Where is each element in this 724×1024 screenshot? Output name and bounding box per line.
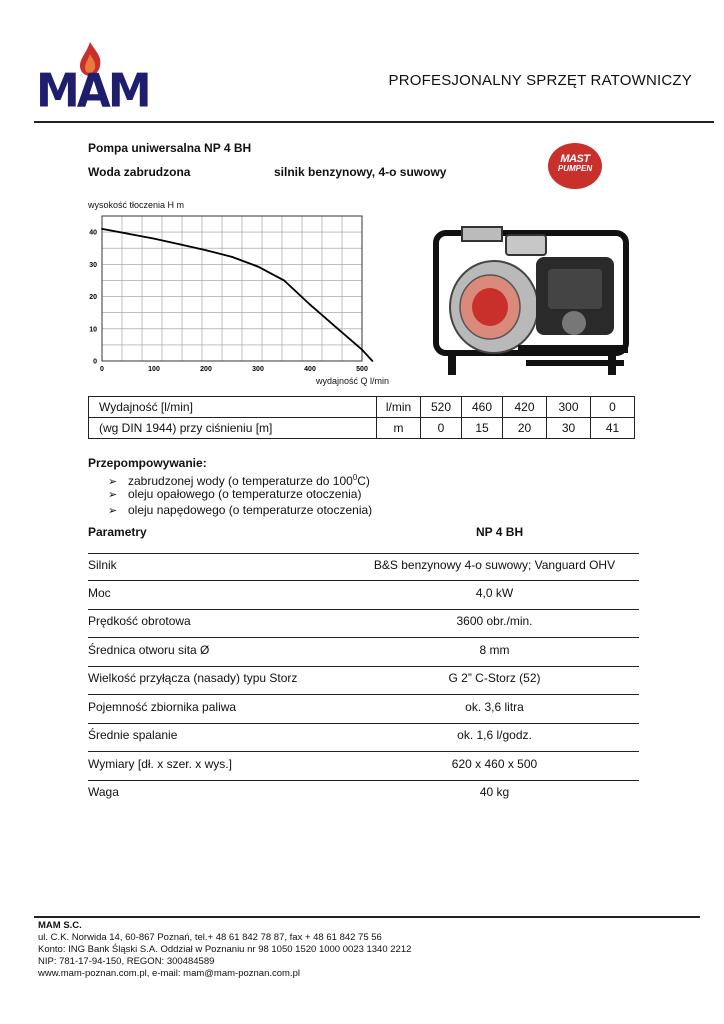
param-label: Waga	[88, 785, 119, 799]
perf-row1-value: 460	[462, 397, 503, 418]
data-point	[101, 228, 103, 230]
param-value: ok. 3,6 litra	[465, 700, 524, 714]
series-line	[102, 229, 372, 361]
param-value: 8 mm	[479, 643, 510, 657]
param-row	[88, 582, 639, 610]
pumping-item3-text: oleju napędowego (o temperaturze otoczenia)	[128, 503, 373, 517]
y-tick-label: 30	[89, 261, 97, 269]
param-label: Wymiary [dł. x szer. x wys.]	[88, 757, 232, 771]
pumping-item1-text: zabrudzonej wody (o temperaturze do 100	[128, 474, 353, 488]
plot-frame	[102, 216, 362, 361]
perf-row2-value: 15	[462, 418, 503, 439]
param-label: Średnica otworu sita Ø	[88, 643, 210, 657]
x-tick-label: 200	[200, 366, 212, 373]
perf-row2-value: 30	[547, 418, 591, 439]
data-point	[283, 280, 285, 282]
header-title: PROFESJONALNY SPRZĘT RATOWNICZY	[388, 72, 692, 89]
data-point	[257, 266, 259, 268]
pumping-item2-text: oleju opałowego (o temperaturze otoczenia)	[128, 487, 362, 501]
param-row	[88, 639, 639, 667]
param-value: B&S benzynowy 4-o suwowy; Vanguard OHV	[373, 558, 616, 572]
x-tick-label: 500	[356, 366, 368, 373]
footer-bank: Konto: ING Bank Śląski S.A. Oddział w Poznaniu nr 98 1050 1520 1000 0023 1340 2212	[38, 944, 412, 955]
arrow-bullet-icon: ➢	[108, 505, 118, 517]
badge-line2: PUMPEN	[557, 164, 593, 173]
perf-row1-value: 0	[591, 397, 635, 418]
params-heading-left: Parametry	[88, 525, 147, 539]
param-label: Moc	[88, 586, 111, 600]
perf-row2-value: 0	[421, 418, 462, 439]
footer-address: ul. C.K. Norwida 14, 60-867 Poznań, tel.+ 48 61 842 78 87, fax + 48 61 842 75 56	[38, 932, 382, 943]
table-row	[89, 397, 635, 418]
perf-row2-value: 41	[591, 418, 635, 439]
param-value: 4,0 kW	[475, 586, 514, 600]
param-row	[88, 610, 639, 638]
param-row	[88, 667, 639, 695]
param-row	[88, 696, 639, 724]
pump-image	[428, 215, 640, 380]
logo-text: MAM	[36, 64, 149, 119]
y-tick-label: 20	[89, 294, 97, 302]
perf-row2-value: 20	[503, 418, 547, 439]
y-tick-label: 40	[89, 229, 97, 237]
pumping-item1-sup: 0	[352, 473, 358, 482]
perf-row2-label: (wg DIN 1944) przy ciśnieniu [m]	[89, 418, 377, 439]
data-point	[153, 238, 155, 240]
params-heading-right: NP 4 BH	[476, 525, 524, 539]
perf-row2-unit: m	[377, 418, 421, 439]
badge-line1: MAST	[560, 153, 590, 165]
data-point	[231, 256, 233, 258]
pumping-item1-post: C)	[357, 474, 370, 488]
data-point	[335, 326, 337, 328]
footer-rule	[34, 916, 700, 918]
perf-row1-value: 420	[503, 397, 547, 418]
param-label: Silnik	[88, 558, 117, 572]
perf-row1-label: Wydajność [l/min]	[89, 397, 377, 418]
performance-table	[88, 396, 635, 439]
table-row	[89, 418, 635, 439]
data-point	[205, 249, 207, 251]
chart-xlabel: wydajność Q l/min	[316, 376, 390, 386]
param-row	[88, 781, 639, 809]
param-value: 3600 obr./min.	[456, 614, 533, 628]
perf-row1-value: 520	[421, 397, 462, 418]
chart-svg	[84, 198, 424, 390]
data-point	[372, 360, 374, 362]
x-tick-label: 100	[148, 366, 160, 373]
product-subtitle-right: silnik benzynowy, 4-o suwowy	[274, 165, 447, 179]
param-row	[88, 724, 639, 752]
header-rule	[34, 121, 714, 123]
list-item	[108, 502, 372, 518]
pump-curve-chart	[84, 198, 424, 390]
param-row	[88, 553, 639, 581]
x-tick-label: 0	[100, 366, 104, 373]
product-title: Pompa uniwersalna NP 4 BH	[88, 141, 252, 155]
data-point	[179, 244, 181, 246]
param-label: Wielkość przyłącza (nasady) typu Storz	[88, 671, 298, 685]
y-tick-label: 10	[89, 326, 97, 334]
param-label: Średnie spalanie	[88, 728, 178, 742]
product-subtitle-left: Woda zabrudzona	[88, 165, 191, 179]
footer-web: www.mam-poznan.com.pl, e-mail: mam@mam-poznan.com.pl	[38, 968, 300, 979]
param-value: G 2” C-Storz (52)	[448, 671, 541, 685]
x-tick-label: 400	[304, 366, 316, 373]
param-value: ok. 1,6 l/godz.	[457, 728, 532, 742]
perf-row1-unit: l/min	[377, 397, 421, 418]
footer-company: MAM S.C.	[38, 920, 82, 931]
list-item	[108, 470, 372, 486]
param-value: 620 x 460 x 500	[451, 757, 538, 771]
data-point	[309, 304, 311, 306]
mast-pumpen-badge	[548, 143, 602, 189]
param-value: 40 kg	[479, 785, 510, 799]
y-tick-label: 0	[93, 358, 97, 366]
data-point	[361, 349, 363, 351]
param-row	[88, 753, 639, 781]
x-tick-label: 300	[252, 366, 264, 373]
footer	[38, 920, 411, 980]
chart-ylabel: wysokość tłoczenia H m	[88, 200, 185, 210]
pumping-list	[108, 470, 372, 518]
footer-ids: NIP: 781-17-94-150, REGON: 300484589	[38, 956, 215, 967]
param-label: Prędkość obrotowa	[88, 614, 191, 628]
pumping-heading: Przepompowywanie:	[88, 456, 207, 470]
perf-row1-value: 300	[547, 397, 591, 418]
arrow-bullet-icon: ➢	[108, 489, 118, 501]
data-point	[127, 233, 129, 235]
param-label: Pojemność zbiornika paliwa	[88, 700, 237, 714]
arrow-bullet-icon: ➢	[108, 476, 118, 488]
list-item	[108, 486, 372, 502]
